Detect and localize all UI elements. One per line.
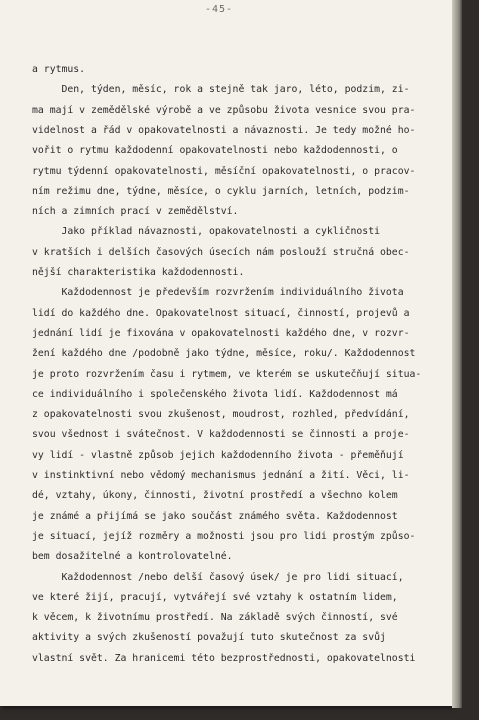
text-line: žení každého dne /podobně jako týdne, měsíce, roku/. Každodennost <box>32 348 416 360</box>
text-line: aktivity a svých zkušeností považují tuto skutečnost za svůj <box>32 632 386 644</box>
text-line: ve které žijí, pracují, vytvářejí své vztahy k ostatním lidem, <box>32 591 398 603</box>
page-number: -45- <box>205 4 234 15</box>
text-line: dé, vztahy, úkony, činnosti, životní prostředí a všechno kolem <box>32 490 398 502</box>
text-line: Každodennost /nebo delší časový úsek/ je pro lidi situací, <box>32 571 404 583</box>
text-line: ních a zimních prací v zemědělství. <box>32 206 239 218</box>
text-line: svou všednost i svátečnost. V každodennosti se činnosti a proje- <box>32 429 410 441</box>
text-line: vy lidí - vlastně způsob jejich každodenního života - přeměňují <box>32 449 404 461</box>
text-line: k věcem, k životnímu prostředí. Na základě svých činností, své <box>32 612 398 624</box>
text-line: ním režimu dne, týdne, měsíce, o cyklu jarních, letních, podzim- <box>32 185 410 197</box>
text-line: Jako příklad návaznosti, opakovatelnosti a cykličnosti <box>32 226 380 238</box>
text-line: je situací, jejíž rozměry a možnosti jsou pro lidi prostým způso- <box>32 530 416 542</box>
text-line: ce individuálního i společenského života lidí. Každodennost má <box>32 388 398 400</box>
text-line: lidí do každého dne. Opakovatelnost situací, činností, projevů a <box>32 307 410 319</box>
text-line: videlnost a řád v opakovatelnosti a návaznosti. Je tedy možné ho- <box>32 124 416 136</box>
text-line: jednání lidí je fixována v opakovatelnosti každého dne, v rozvr- <box>32 327 410 339</box>
text-line: ma mají v zemědělské výrobě a ve způsobu života vesnice svou pra- <box>32 104 416 116</box>
text-line: a rytmus. <box>32 64 86 75</box>
text-line: bem dosažitelné a kontrolovatelné. <box>32 551 233 563</box>
text-line: v kratších i delších časových úsecích nám poslouží stručná obec- <box>32 246 410 258</box>
text-line: nější charakteristika každodennosti. <box>32 267 245 278</box>
text-line: z opakovatelnosti svou zkušenost, moudrost, rozhled, předvídání, <box>32 409 410 421</box>
page-edge <box>452 0 462 708</box>
text-line: Den, týden, měsíc, rok a stejně tak jaro, léto, podzim, zi- <box>32 84 410 96</box>
text-line: je proto rozvržením času i rytmem, ve kterém se uskutečňují situa- <box>32 368 422 380</box>
text-line: vořit o rytmu každodenní opakovatelnosti nebo každodennosti, o <box>32 145 398 157</box>
text-line: Každodennost je především rozvržením individuálního života <box>32 287 404 299</box>
text-line: rytmu týdenní opakovatelnosti, měsíční opakovatelnosti, o pracov- <box>32 165 416 177</box>
text-line: vlastní svět. Za hranicemi této bezprostřednosti, opakovatelnosti <box>32 652 416 664</box>
text-line: je známé a přijímá se jako součást známého světa. Každodennost <box>32 510 398 522</box>
text-line: v instinktivní nebo vědomý mechanismus jednání a žití. Věci, li- <box>32 470 410 481</box>
